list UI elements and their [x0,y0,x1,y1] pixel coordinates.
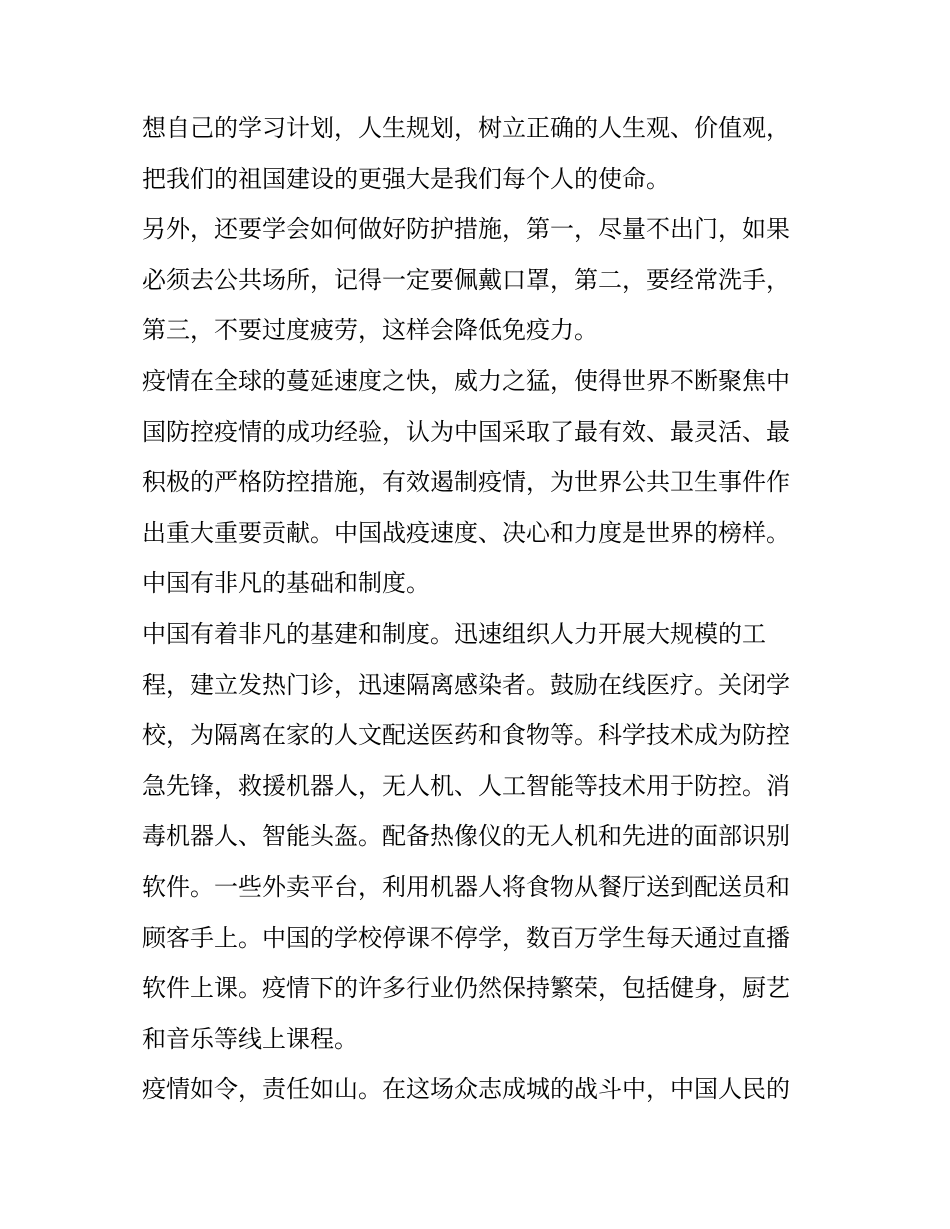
text-line: 中国有着非凡的基建和制度。迅速组织人力开展大规模的工 [142,619,766,648]
text-line: 积极的严格防控措施，有效遏制疫情，为世界公共卫生事件作 [142,468,790,497]
text-line: 和音乐等线上课程。 [142,1024,358,1053]
text-line: 疫情如令，责任如山。在这场众志成城的战斗中，中国人民的 [142,1075,790,1104]
text-line: 出重大重要贡献。中国战疫速度、决心和力度是世界的榜样。 [142,518,790,547]
text-line: 国防控疫情的成功经验，认为中国采取了最有效、最灵活、最 [142,417,790,446]
text-line: 必须去公共场所，记得一定要佩戴口罩，第二，要经常洗手， [142,265,790,294]
text-line: 程，建立发热门诊，迅速隔离感染者。鼓励在线医疗。关闭学 [142,670,790,699]
body-text [142,103,822,1115]
text-line: 毒机器人、智能头盔。配备热像仪的无人机和先进的面部识别 [142,822,790,851]
text-line: 软件上课。疫情下的许多行业仍然保持繁荣，包括健身，厨艺 [142,974,790,1003]
text-line: 想自己的学习计划，人生规划，树立正确的人生观、价值观， [142,114,790,142]
text-line: 顾客手上。中国的学校停课不停学，数百万学生每天通过直播 [142,923,790,952]
text-line: 软件。一些外卖平台，利用机器人将食物从餐厅送到配送员和 [142,872,790,901]
text-line: 急先锋，救援机器人，无人机、人工智能等技术用于防控。消 [142,771,790,800]
text-line: 校，为隔离在家的人文配送医药和食物等。科学技术成为防控 [142,721,790,750]
text-line: 把我们的祖国建设的更强大是我们每个人的使命。 [142,164,670,193]
text-line: 另外，还要学会如何做好防护措施，第一，尽量不出门，如果 [142,215,790,244]
text-line: 第三，不要过度疲劳，这样会降低免疫力。 [142,316,598,345]
text-line: 中国有非凡的基础和制度。 [142,569,430,598]
text-line: 疫情在全球的蔓延速度之快，威力之猛，使得世界不断聚焦中 [142,366,790,395]
